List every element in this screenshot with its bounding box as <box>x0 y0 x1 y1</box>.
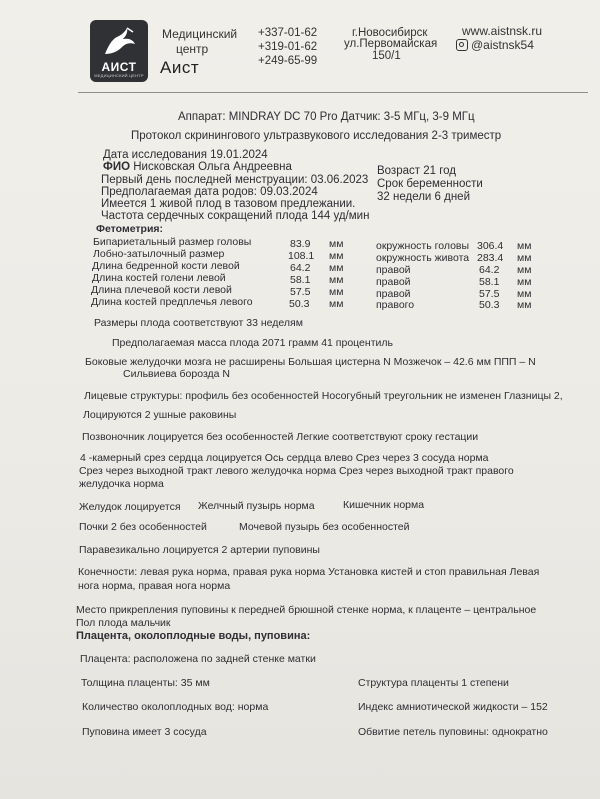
fetometry-left-unit-2: мм <box>329 262 344 274</box>
fetometry-right-value-3: 58.1 <box>479 276 500 288</box>
bowel: Кишечник норма <box>343 499 425 511</box>
address-city: г.Новосибирск <box>352 27 428 39</box>
kidneys: Почки 2 без особенностей <box>79 521 207 533</box>
cord-vessels: Пуповина имеет 3 сосуда <box>82 726 207 738</box>
fetometry-heading: Фетометрия: <box>96 223 164 235</box>
amniotic-fluid: Количество околоплодных вод: норма <box>82 701 269 713</box>
term-value: 32 недели 6 дней <box>377 191 471 203</box>
clinic-line1: Медицинский <box>162 27 238 41</box>
fetometry-left-value-4: 57.5 <box>290 286 311 298</box>
term-label: Срок беременности <box>377 178 483 190</box>
placenta-thickness: Толщина плаценты: 35 мм <box>81 677 210 689</box>
limbs-line1: Конечности: левая рука норма, правая рука норма Установка кистей и стоп правильная Левая <box>78 566 540 578</box>
fetometry-right-unit-1: мм <box>517 252 532 264</box>
fetometry-right-label-4: правой <box>376 288 411 300</box>
fetometry-right-value-5: 50.3 <box>479 299 500 311</box>
fetometry-left-value-3: 58.1 <box>290 274 311 286</box>
website-link[interactable]: www.aistnsk.ru <box>462 24 543 38</box>
fetal-weight: Предполагаемая масса плода 2071 грамм 41 процентиль <box>112 337 393 349</box>
fetometry-left-unit-3: мм <box>329 274 344 286</box>
fetometry-left-value-2: 64.2 <box>290 262 311 274</box>
apparatus-line: Аппарат: MINDRAY DC 70 Pro Датчик: 3-5 МГц, 3-9 МГц <box>178 111 475 123</box>
bladder: Мочевой пузырь без особенностей <box>239 521 410 533</box>
fetometry-right-unit-5: мм <box>517 299 532 311</box>
fio-label: ФИО <box>103 161 131 173</box>
stork-icon <box>99 26 139 60</box>
patient-name <box>103 161 292 173</box>
face-line1: Лицевые структуры: профиль без особенностей Носогубный треугольник не изменен Глазницы 2, <box>84 390 563 402</box>
ventricles-line2: Сильвиева борозда N <box>123 368 231 380</box>
phone-2: +319-01-62 <box>258 41 318 53</box>
fetometry-left-label-0: Бипариетальный размер головы <box>93 236 252 248</box>
exam-date: Дата исследования 19.01.2024 <box>103 149 268 161</box>
fetometry-left-label-1: Лобно-затылочный размер <box>93 248 225 260</box>
address-street: ул.Первомайская <box>344 38 438 50</box>
fetometry-left-unit-4: мм <box>329 286 344 298</box>
fetometry-right-unit-2: мм <box>517 264 532 276</box>
fetometry-left-label-4: Длина плечевой кости левой <box>91 284 232 296</box>
placenta-heading: Плацента, околоплодные воды, пуповина: <box>76 630 311 642</box>
fetometry-left-label-3: Длина костей голени левой <box>92 272 226 284</box>
fetometry-right-value-0: 306.4 <box>477 240 504 252</box>
fetometry-left-value-5: 50.3 <box>289 298 310 310</box>
spine-lungs: Позвоночник лоцируется без особенностей Легкие соответствуют сроку гестации <box>82 431 479 443</box>
protocol-title: Протокол скринингового ультразвукового исследования 2-3 триместр <box>131 130 502 142</box>
logo-text: АИСТ <box>101 60 137 74</box>
fetometry-left-label-5: Длина костей предплечья левого <box>91 296 253 308</box>
fetometry-left-unit-1: мм <box>329 250 344 262</box>
fetometry-right-value-4: 57.5 <box>479 288 500 300</box>
clinic-name: Аист <box>160 58 200 77</box>
cord-insertion: Место прикрепления пуповины к передней брюшной стенке норма, к плаценте – центральное <box>76 604 537 616</box>
fetometry-left-value-0: 83.9 <box>290 238 311 250</box>
fetometry-right-label-1: окружность живота <box>376 252 470 264</box>
fetometry-left-label-2: Длина бедренной кости левой <box>92 260 240 272</box>
patient-age: Возраст 21 год <box>377 165 456 177</box>
cord-entanglement: Обвитие петель пуповины: однократно <box>358 726 548 738</box>
fetus-presentation: Имеется 1 живой плод в тазовом предлежании. <box>101 198 356 210</box>
instagram-icon <box>456 39 468 51</box>
fetometry-left-unit-5: мм <box>329 298 344 310</box>
limbs-line2: нога норма, правая нога норма <box>78 580 231 592</box>
fetometry-right-value-1: 283.4 <box>477 252 504 264</box>
fetometry-right-unit-0: мм <box>517 240 532 252</box>
lmp-date: Первый день последней менструации: 03.06.2023 <box>101 174 369 186</box>
fetometry-right-label-2: правой <box>376 264 411 276</box>
fio-value: Нисковская Ольга Андреевна <box>133 161 292 173</box>
due-date: Предполагаемая дата родов: 09.03.2024 <box>101 186 318 198</box>
instagram-link[interactable] <box>456 38 534 52</box>
logo-subtext: МЕДИЦИНСКИЙ ЦЕНТР <box>94 73 144 78</box>
fetometry-right-label-0: окружность головы <box>376 240 470 252</box>
gallbladder: Желчный пузырь норма <box>198 500 315 512</box>
fetometry-left-unit-0: мм <box>329 238 344 250</box>
header-divider <box>78 92 588 93</box>
afi-index: Индекс амниотической жидкости – 152 <box>358 701 548 713</box>
fetometry-right-unit-4: мм <box>517 288 532 300</box>
heart-line2: Срез через выходной тракт левого желудочка норма Срез через выходной тракт правого <box>79 465 514 477</box>
fetometry-right-value-2: 64.2 <box>479 264 500 276</box>
stomach: Желудок лоцируется <box>79 501 181 513</box>
clinic-logo <box>90 20 148 82</box>
fetometry-right-unit-3: мм <box>517 276 532 288</box>
fetometry-right-label-3: правой <box>376 276 411 288</box>
paravesical: Паравезикально лоцируется 2 артерии пуповины <box>79 544 320 556</box>
instagram-handle: @aistnsk54 <box>471 38 534 52</box>
fetometry-left-value-1: 108.1 <box>288 250 315 262</box>
phone-1: +337-01-62 <box>258 27 318 39</box>
heart-line3: желудочка норма <box>79 478 164 490</box>
clinic-line2: центр <box>176 42 209 56</box>
placenta-location: Плацента: расположена по задней стенке матки <box>80 653 316 665</box>
placenta-structure: Структура плаценты 1 степени <box>358 677 509 689</box>
phone-3: +249-65-99 <box>258 55 318 67</box>
fetal-sex: Пол плода мальчик <box>76 617 171 629</box>
heart-line1: 4 -камерный срез сердца лоцируется Ось сердца влево Срез через 3 сосуда норма <box>80 452 489 464</box>
fetometry-right-label-5: правого <box>376 299 415 311</box>
address-building: 150/1 <box>372 50 401 62</box>
ventricles-line1: Боковые желудочки мозга не расширены Большая цистерна N Мозжечок – 42.6 мм ППП – N <box>85 356 536 368</box>
heart-rate: Частота сердечных сокращений плода 144 уд/мин <box>101 210 370 222</box>
size-match: Размеры плода соответствуют 33 неделям <box>94 317 303 329</box>
face-line2: Лоцируются 2 ушные раковины <box>83 409 237 421</box>
